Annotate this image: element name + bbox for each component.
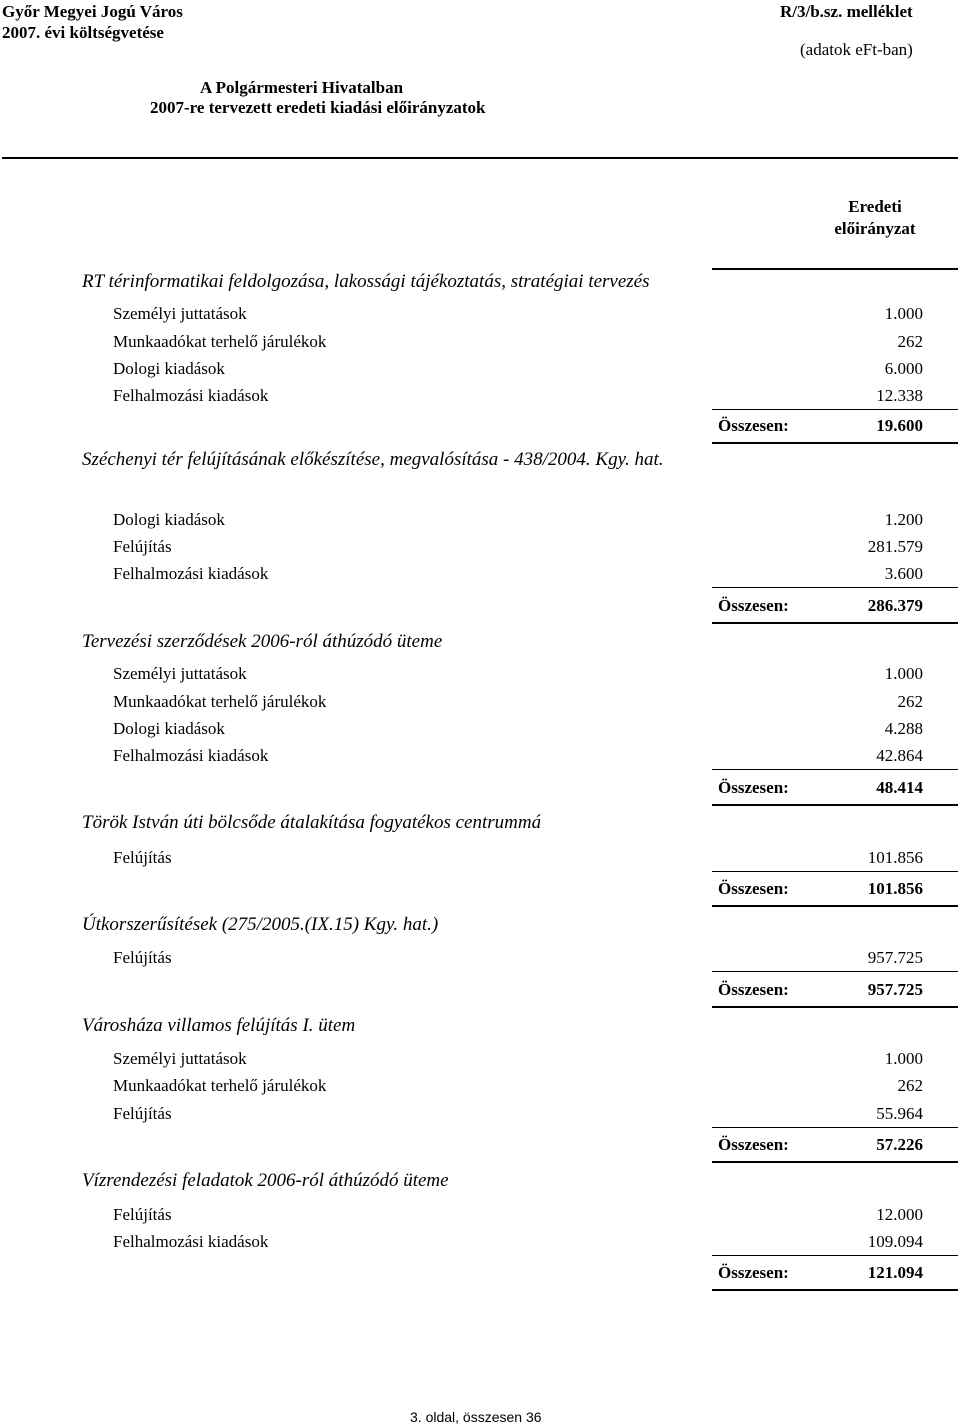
- row-label: Felújítás: [113, 537, 172, 556]
- row-value: 1.000: [884, 304, 923, 323]
- subtotal-rule: [712, 871, 958, 872]
- total-value: 121.094: [867, 1263, 923, 1282]
- appendix-label: R/3/b.sz. melléklet: [780, 2, 913, 21]
- row-value: 6.000: [884, 359, 923, 378]
- row-label: Felújítás: [113, 848, 172, 867]
- budget-row: [0, 1076, 960, 1102]
- section-total: [0, 1263, 960, 1291]
- section-title: Tervezési szerződések 2006-ról áthúzódó üteme: [82, 631, 443, 652]
- section-total: [0, 980, 960, 1008]
- row-value: 262: [897, 332, 923, 351]
- total-value: 286.379: [867, 596, 923, 615]
- section-title: Török István úti bölcsőde átalakítása fogyatékos centrummá: [82, 812, 542, 833]
- budget-row: [0, 1104, 960, 1130]
- total-value: 101.856: [867, 879, 923, 898]
- subtotal-rule: [712, 1127, 958, 1128]
- section-title: Útkorszerűsítések (275/2005.(IX.15) Kgy. hat.): [82, 914, 439, 935]
- row-label: Munkaadókat terhelő járulékok: [113, 692, 327, 711]
- row-value: 42.864: [876, 746, 923, 765]
- total-value: 48.414: [876, 778, 923, 797]
- section-title: Városháza villamos felújítás I. ütem: [82, 1015, 356, 1036]
- budget-row: [0, 386, 960, 412]
- subtotal-rule: [712, 971, 958, 972]
- total-rule: [712, 622, 958, 624]
- budget-row: [0, 692, 960, 718]
- row-label: Személyi juttatások: [113, 1049, 247, 1068]
- city-name: Győr Megyei Jogú Város: [2, 2, 183, 21]
- total-label: Összesen:: [718, 980, 789, 999]
- row-label: Felhalmozási kiadások: [113, 1232, 269, 1251]
- row-label: Dologi kiadások: [113, 719, 225, 738]
- subtotal-rule: [712, 409, 958, 410]
- row-label: Dologi kiadások: [113, 359, 225, 378]
- row-value: 101.856: [867, 848, 923, 867]
- section-title: Széchenyi tér felújításának előkészítése, megvalósítása - 438/2004. Kgy. hat.: [82, 449, 664, 470]
- budget-row: [0, 948, 960, 974]
- section-total: [0, 879, 960, 907]
- row-value: 109.094: [867, 1232, 923, 1251]
- total-rule: [712, 1161, 958, 1163]
- row-value: 4.288: [884, 719, 923, 738]
- row-label: Felhalmozási kiadások: [113, 564, 269, 583]
- row-value: 957.725: [867, 948, 923, 967]
- budget-row: [0, 564, 960, 590]
- total-value: 19.600: [876, 416, 923, 435]
- subtotal-rule: [712, 587, 958, 588]
- page-subtitle: 2007-re tervezett eredeti kiadási előirányzatok: [150, 98, 486, 117]
- row-label: Felújítás: [113, 1104, 172, 1123]
- total-rule: [712, 905, 958, 907]
- total-label: Összesen:: [718, 778, 789, 797]
- budget-row: [0, 510, 960, 536]
- row-label: Munkaadókat terhelő járulékok: [113, 1076, 327, 1095]
- subtotal-rule: [712, 769, 958, 770]
- section-total: [0, 1135, 960, 1163]
- total-rule: [712, 442, 958, 444]
- page-footer: 3. oldal, összesen 36: [410, 1409, 542, 1425]
- total-rule: [712, 804, 958, 806]
- budget-row: [0, 332, 960, 358]
- budget-row: [0, 537, 960, 563]
- section-title: RT térinformatikai feldolgozása, lakossági tájékoztatás, stratégiai tervezés: [82, 271, 650, 292]
- total-label: Összesen:: [718, 1135, 789, 1154]
- row-value: 55.964: [876, 1104, 923, 1123]
- total-rule: [712, 1289, 958, 1291]
- total-value: 957.725: [867, 980, 923, 999]
- units-note: (adatok eFt-ban): [800, 40, 913, 59]
- row-label: Személyi juttatások: [113, 304, 247, 323]
- budget-row: [0, 304, 960, 330]
- total-value: 57.226: [876, 1135, 923, 1154]
- budget-row: [0, 848, 960, 874]
- row-value: 281.579: [867, 537, 923, 556]
- row-label: Dologi kiadások: [113, 510, 225, 529]
- total-label: Összesen:: [718, 879, 789, 898]
- budget-row: [0, 359, 960, 385]
- budget-row: [0, 664, 960, 690]
- subtotal-rule: [712, 1255, 958, 1256]
- row-value: 1.000: [884, 1049, 923, 1068]
- row-label: Munkaadókat terhelő járulékok: [113, 332, 327, 351]
- header-rule: [2, 157, 958, 159]
- column-header-rule: [712, 268, 958, 270]
- column-header-line2: előirányzat: [834, 219, 916, 238]
- budget-row: [0, 1049, 960, 1075]
- row-value: 12.338: [876, 386, 923, 405]
- row-label: Személyi juttatások: [113, 664, 247, 683]
- section-total: [0, 596, 960, 624]
- row-value: 12.000: [876, 1205, 923, 1224]
- row-label: Felújítás: [113, 948, 172, 967]
- total-label: Összesen:: [718, 1263, 789, 1282]
- total-rule: [712, 1006, 958, 1008]
- budget-row: [0, 1232, 960, 1258]
- row-value: 3.600: [884, 564, 923, 583]
- total-label: Összesen:: [718, 596, 789, 615]
- row-value: 262: [897, 1076, 923, 1095]
- budget-row: [0, 719, 960, 745]
- row-label: Felhalmozási kiadások: [113, 746, 269, 765]
- row-value: 262: [897, 692, 923, 711]
- office-title: A Polgármesteri Hivatalban: [200, 78, 404, 97]
- row-label: Felhalmozási kiadások: [113, 386, 269, 405]
- budget-row: [0, 746, 960, 772]
- row-value: 1.000: [884, 664, 923, 683]
- budget-row: [0, 1205, 960, 1231]
- section-total: [0, 416, 960, 444]
- column-header-line1: Eredeti: [848, 197, 902, 216]
- budget-year: 2007. évi költségvetése: [2, 23, 164, 42]
- row-value: 1.200: [884, 510, 923, 529]
- section-total: [0, 778, 960, 806]
- total-label: Összesen:: [718, 416, 789, 435]
- row-label: Felújítás: [113, 1205, 172, 1224]
- section-title: Vízrendezési feladatok 2006-ról áthúzódó üteme: [82, 1170, 449, 1191]
